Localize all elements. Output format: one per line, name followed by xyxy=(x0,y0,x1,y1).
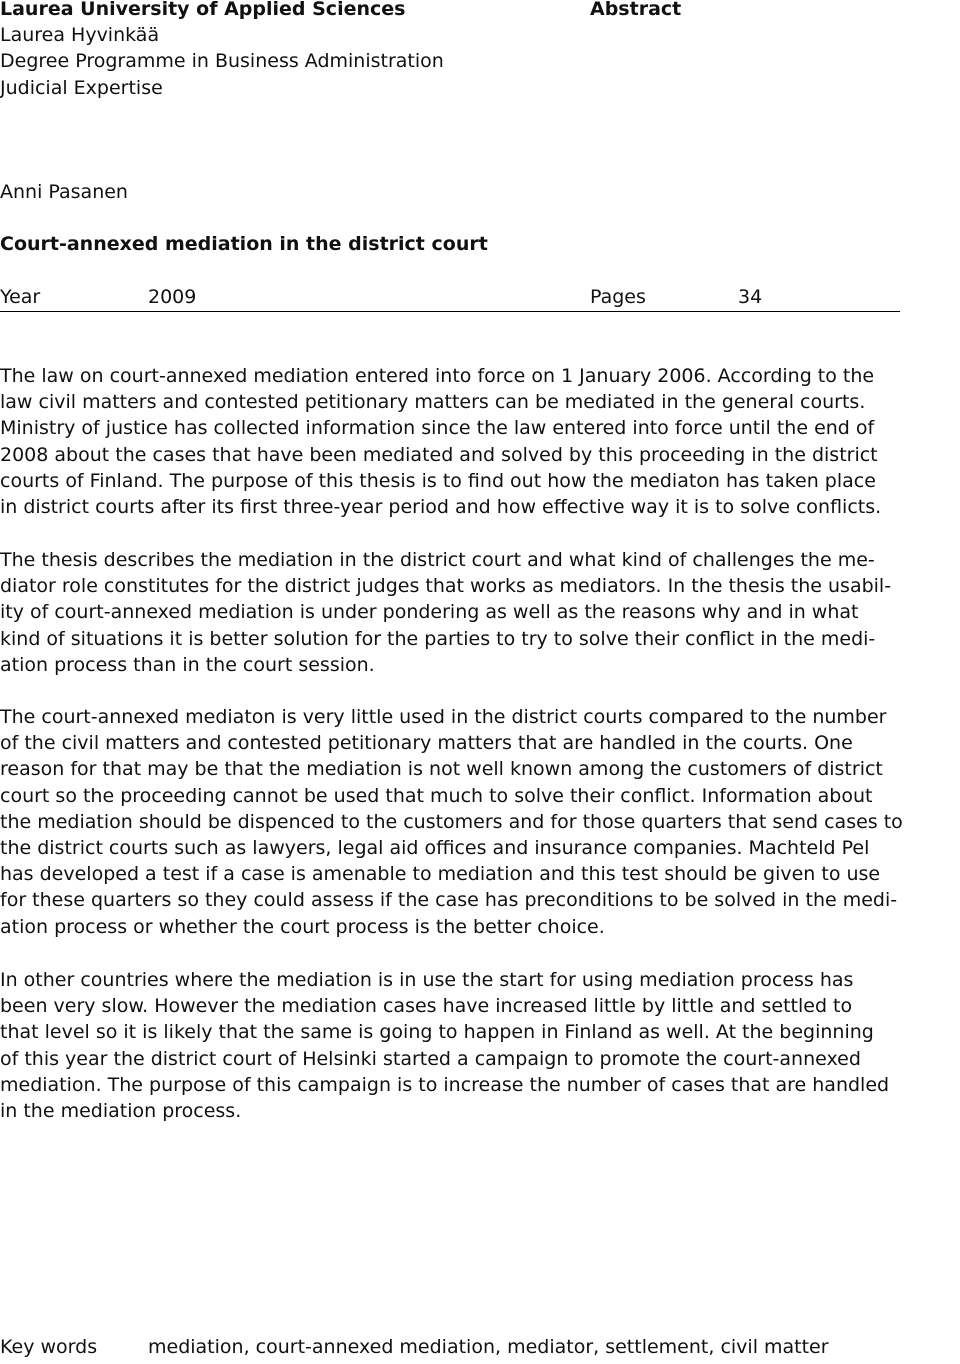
paragraph-line: in the mediation process. xyxy=(0,1099,242,1122)
paragraph-line: Ministry of justice has collected information since the law entered into force until the end of xyxy=(0,417,875,440)
paragraph-line: The law on court-annexed mediation entered into force on 1 January 2006. According to the xyxy=(0,365,875,387)
abstract-label: Abstract xyxy=(590,0,682,20)
specialisation: Judicial Expertise xyxy=(0,76,163,99)
paragraph-line: that level so it is likely that the same is going to happen in Finland as well. At the beginning xyxy=(0,1021,874,1044)
paragraph-line: The thesis describes the mediation in the district court and what kind of challenges the me- xyxy=(0,549,875,571)
paragraph-line: law civil matters and contested petitionary matters can be mediated in the general courts. xyxy=(0,391,866,414)
paragraph-line: ity of court-annexed mediation is under pondering as well as the reasons why and in what xyxy=(0,601,859,624)
year-pages-row xyxy=(0,284,900,312)
abstract-paragraph-1 xyxy=(0,363,960,520)
paragraph-line: for these quarters so they could assess if the case has preconditions to be solved in the medi- xyxy=(0,889,898,912)
degree-programme: Degree Programme in Business Administration xyxy=(0,50,444,73)
unit-name: Laurea Hyvinkää xyxy=(0,24,160,47)
paragraph-line: reason for that may be that the mediation is not well known among the customers of district xyxy=(0,758,883,781)
abstract-paragraph-4 xyxy=(0,967,960,1124)
thesis-title: Court-annexed mediation in the district court xyxy=(0,233,488,255)
paragraph-line: the mediation should be dispenced to the customers and for those quarters that send cases to xyxy=(0,810,903,833)
paragraph-line: the district courts such as lawyers, legal aid offices and insurance companies. Machteld Pel xyxy=(0,836,870,859)
paragraph-line: 2008 about the cases that have been mediated and solved by this proceeding in the district xyxy=(0,443,878,466)
paragraph-line: ation process or whether the court process is the better choice. xyxy=(0,915,605,938)
paragraph-line: been very slow. However the mediation cases have increased little by little and settled to xyxy=(0,995,853,1018)
paragraph-line: diator role constitutes for the district judges that works as mediators. In the thesis the usabil- xyxy=(0,575,892,598)
paragraph-line: court so the proceeding cannot be used that much to solve their conflict. Information about xyxy=(0,784,873,807)
abstract-paragraph-3 xyxy=(0,704,960,940)
abstract-paragraph-2 xyxy=(0,547,960,678)
year-label: Year xyxy=(0,286,41,308)
paragraph-line: mediation. The purpose of this campaign is to increase the number of cases that are handled xyxy=(0,1073,890,1096)
institution-name: Laurea University of Applied Sciences xyxy=(0,0,406,20)
keywords-label: Key words xyxy=(0,1336,98,1358)
paragraph-line: In other countries where the mediation is in use the start for using mediation process has xyxy=(0,969,854,991)
paragraph-line: of this year the district court of Helsinki started a campaign to promote the court-annexed xyxy=(0,1047,861,1070)
year-value: 2009 xyxy=(148,286,197,308)
pages-value: 34 xyxy=(738,286,763,308)
paragraph-line: courts of Finland. The purpose of this thesis is to find out how the mediaton has taken place xyxy=(0,469,876,492)
paragraph-line: of the civil matters and contested petitionary matters that are handled in the courts. One xyxy=(0,732,853,755)
paragraph-line: The court-annexed mediaton is very little used in the district courts compared to the number xyxy=(0,706,887,728)
author-name: Anni Pasanen xyxy=(0,181,128,203)
keywords-value: mediation, court-annexed mediation, mediator, settlement, civil matter xyxy=(148,1336,829,1358)
paragraph-line: kind of situations it is better solution for the parties to try to solve their conflict in the medi- xyxy=(0,627,876,650)
paragraph-line: has developed a test if a case is amenable to mediation and this test should be given to use xyxy=(0,863,881,886)
paragraph-line: in district courts after its first three-year period and how effective way it is to solve conflicts. xyxy=(0,495,882,518)
paragraph-line: ation process than in the court session. xyxy=(0,653,375,676)
pages-label: Pages xyxy=(590,286,646,308)
institution-block xyxy=(0,0,444,101)
